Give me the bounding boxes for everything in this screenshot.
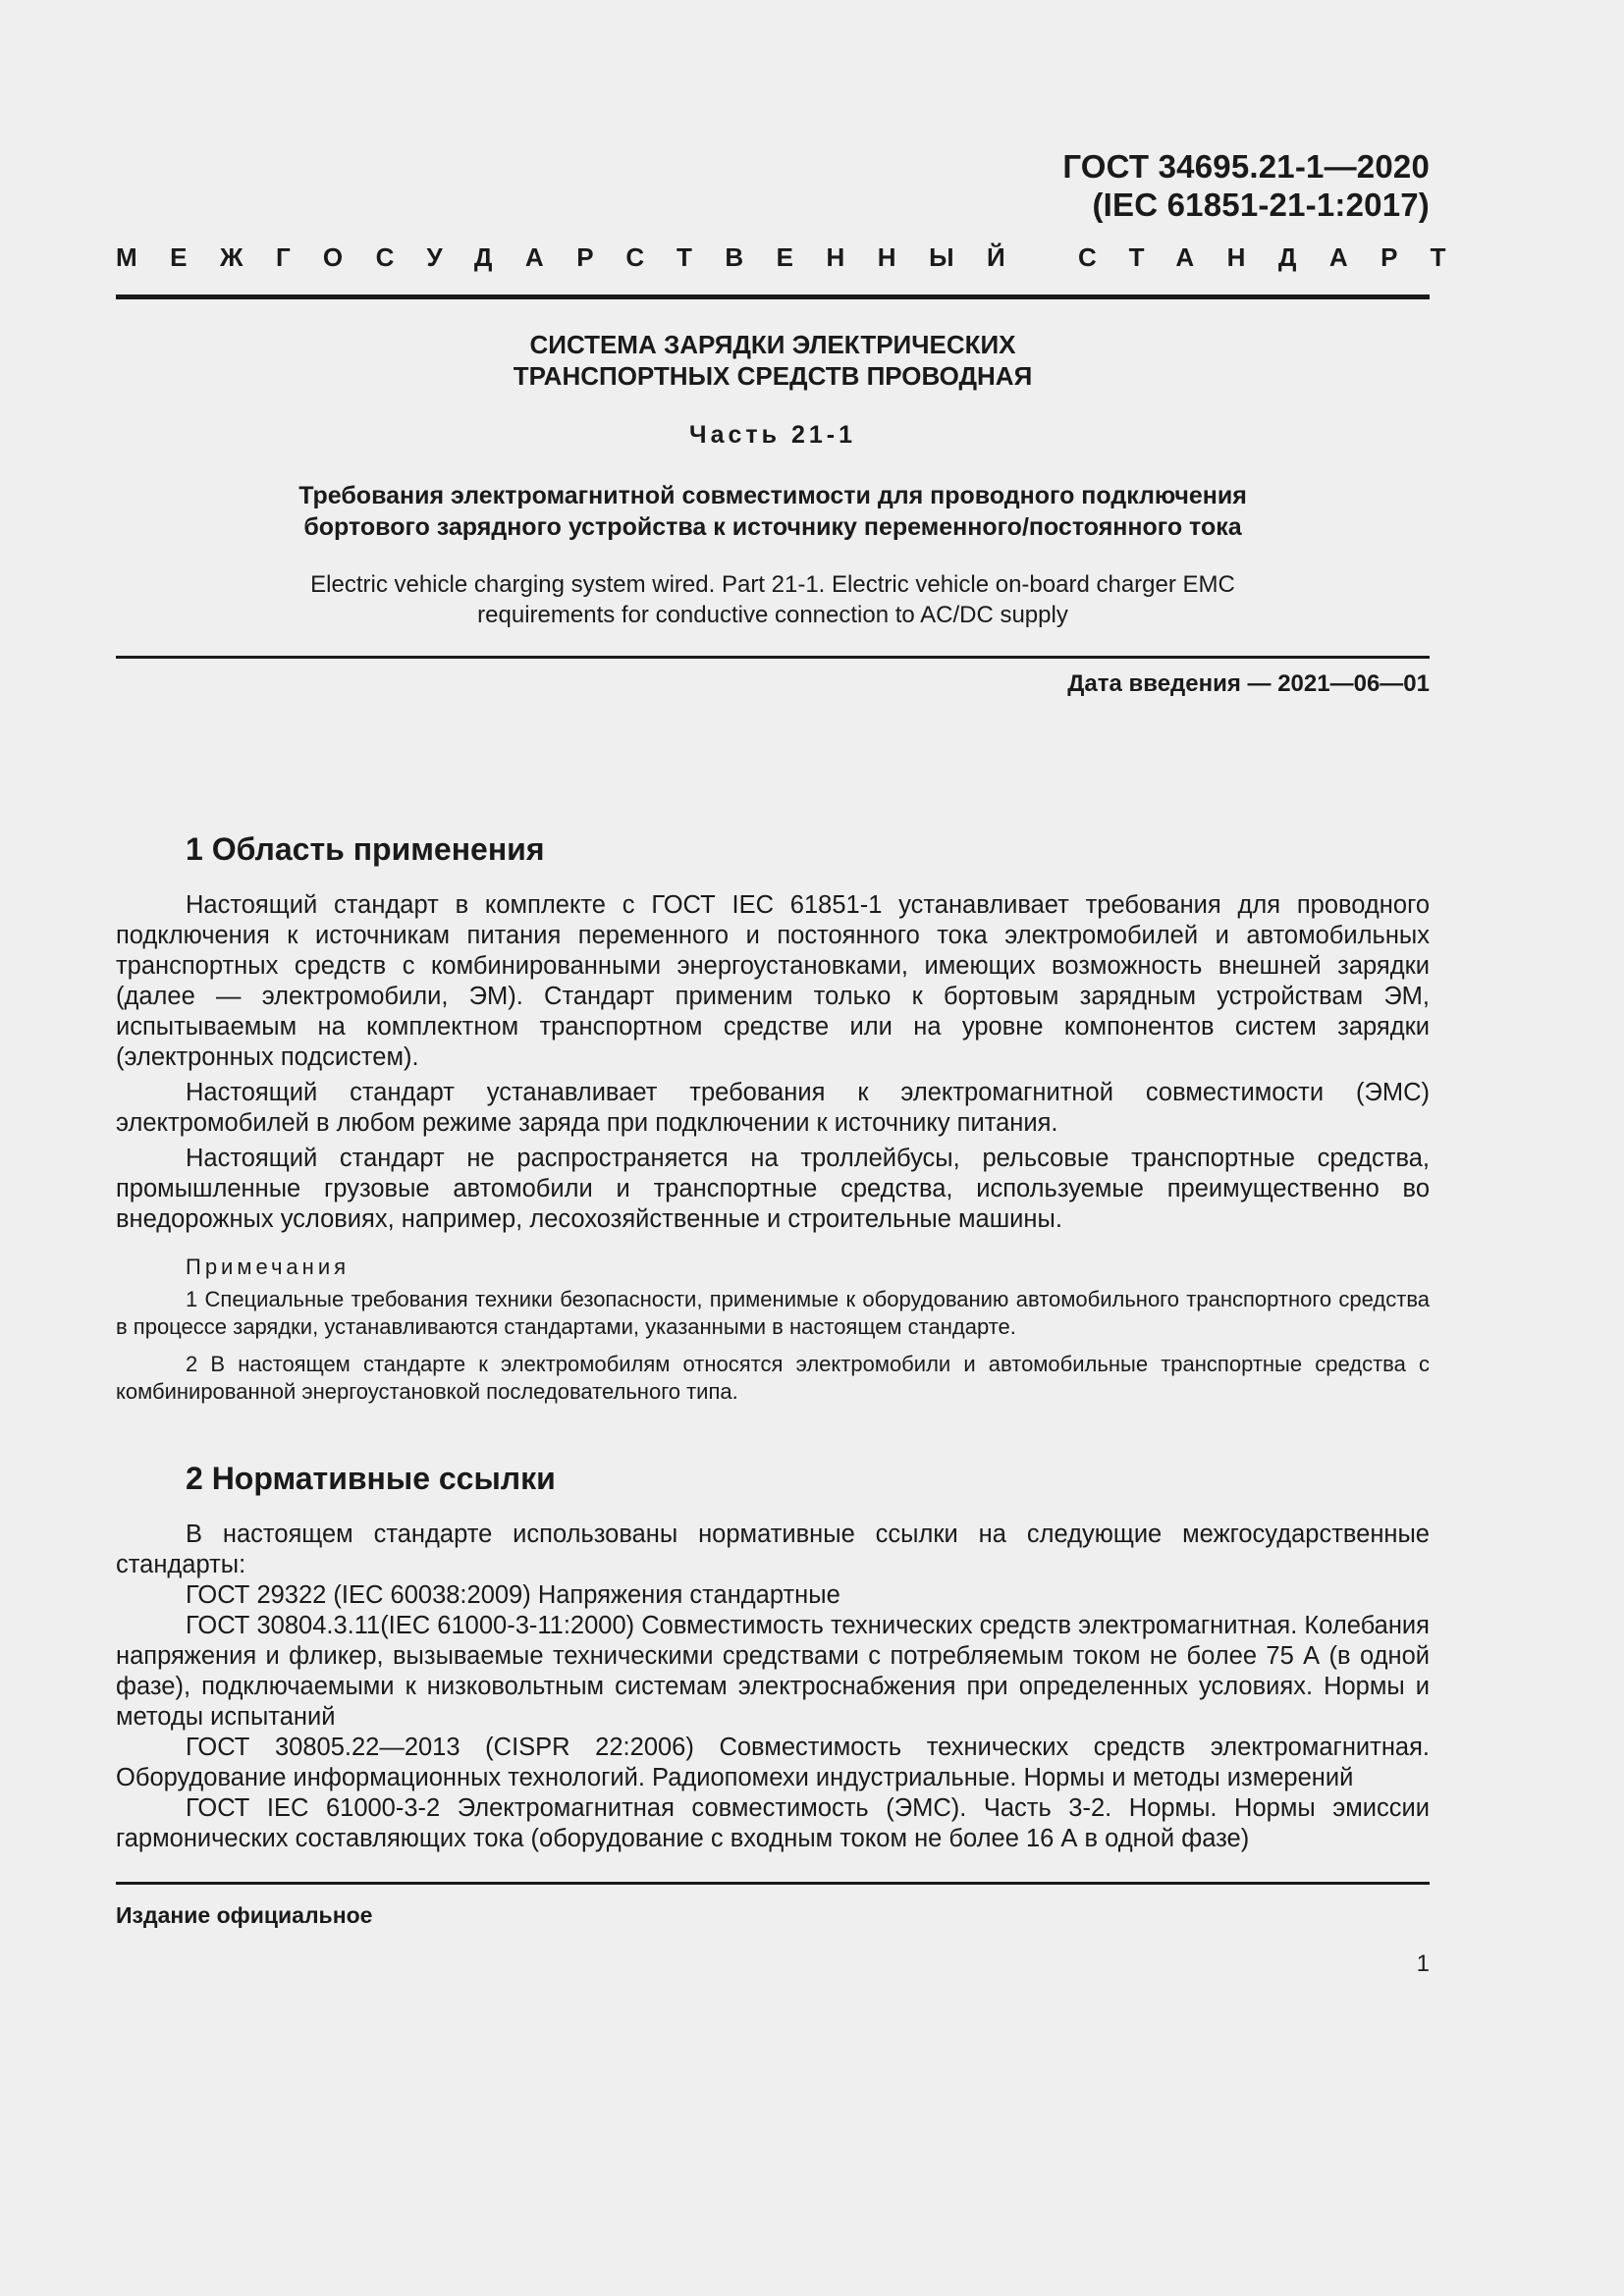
english-title-line: requirements for conductive connection to AC/DC supply	[477, 602, 1068, 628]
reference-item: ГОСТ 29322 (IEC 60038:2009) Напряжения стандартные	[186, 1581, 840, 1609]
reference-item: ГОСТ IEC 61000-3-2 Электромагнитная совместимость (ЭМС). Часть 3-2. Нормы. Нормы эмиссии гармонических составляющих тока (оборудование с входным током не более 16 А в одной фазе)	[116, 1794, 1430, 1852]
document-page	[116, 147, 1480, 1978]
reference-item: ГОСТ 30805.22—2013 (CISPR 22:2006) Совместимость технических средств электромагнитная. Оборудование информационных технологий. Радиопомехи индустриальные. Нормы и методы измерений	[116, 1734, 1430, 1791]
document-title-line: СИСТЕМА ЗАРЯДКИ ЭЛЕКТРИЧЕСКИХ	[529, 330, 1016, 359]
paragraph: В настоящем стандарте использованы нормативные ссылки на следующие межгосударственные стандарты:	[116, 1521, 1430, 1578]
document-number	[116, 147, 1430, 224]
english-title-line: Electric vehicle charging system wired. Part 21-1. Electric vehicle on-board charger EMC	[310, 571, 1235, 598]
document-title	[116, 329, 1430, 392]
title-divider	[116, 656, 1430, 659]
notes-title: Примечания	[186, 1255, 351, 1279]
document-title-line: ТРАНСПОРТНЫХ СРЕДСТВ ПРОВОДНАЯ	[513, 361, 1033, 391]
paragraph: Настоящий стандарт не распространяется на троллейбусы, рельсовые транспортные средства, промышленные грузовые автомобили и транспортные средства, используемые преимущественно во внедорожных условиях, например, лесохозяйственные и строительные машины.	[116, 1145, 1430, 1233]
section-2-body	[116, 1520, 1430, 1854]
footer-divider	[116, 1882, 1430, 1885]
section-2-heading: 2 Нормативные ссылки	[186, 1461, 556, 1496]
title-block	[116, 329, 1430, 630]
document-subtitle-line: бортового зарядного устройства к источнику переменного/постоянного тока	[303, 513, 1242, 541]
page-number: 1	[1416, 1950, 1430, 1977]
section-1-body	[116, 890, 1430, 1235]
edition-label: Издание официальное	[116, 1902, 373, 1928]
english-title	[116, 569, 1430, 630]
document-number-gost: ГОСТ 34695.21-1—2020	[1062, 148, 1430, 185]
section-1-heading: 1 Область применения	[186, 831, 545, 867]
paragraph: Настоящий стандарт в комплекте с ГОСТ IEC 61851-1 устанавливает требования для проводного подключения к источникам питания переменного и постоянного тока электромобилей и автомобильных транспортных средств с комбинированными энергоустановками, имеющих возможность внешней зарядки (далее — электромобили, ЭМ). Стандарт применим только к бортовым зарядным устройствам ЭМ, испытываемым на комплектном транспортном средстве или на уровне компонентов систем зарядки (электронных подсистем).	[116, 891, 1430, 1071]
document-subtitle-line: Требования электромагнитной совместимости для проводного подключения	[298, 482, 1247, 509]
paragraph: Настоящий стандарт устанавливает требования к электромагнитной совместимости (ЭМС) электромобилей в любом режиме заряда при подключении к источнику питания.	[116, 1079, 1430, 1137]
note: 2 В настоящем стандарте к электромобилям относятся электромобили и автомобильные транспортные средства с комбинированной энергоустановкой последовательного типа.	[116, 1352, 1430, 1404]
part-label: Часть 21-1	[689, 421, 856, 449]
standard-type: МЕЖГОСУДАРСТВЕННЫЙ СТАНДАРТ	[116, 242, 1480, 272]
note: 1 Специальные требования техники безопасности, применимые к оборудованию автомобильного транспортного средства в процессе зарядки, устанавливаются стандартами, указанными в настоящем стандарте.	[116, 1287, 1430, 1339]
document-number-iec: (IEC 61851-21-1:2017)	[1092, 187, 1430, 223]
header-divider	[116, 294, 1430, 299]
reference-item: ГОСТ 30804.3.11(IEC 61000-3-11:2000) Совместимость технических средств электромагнитная. Колебания напряжения и фликер, вызываемые техническими средствами с потребляемым током не более 75 А (в одной фазе), подключаемыми к низковольтным системам электроснабжения при определенных условиях. Нормы и методы испытаний	[116, 1612, 1430, 1731]
introduction-date: Дата введения — 2021—06—01	[1067, 670, 1430, 697]
document-subtitle	[116, 480, 1430, 543]
